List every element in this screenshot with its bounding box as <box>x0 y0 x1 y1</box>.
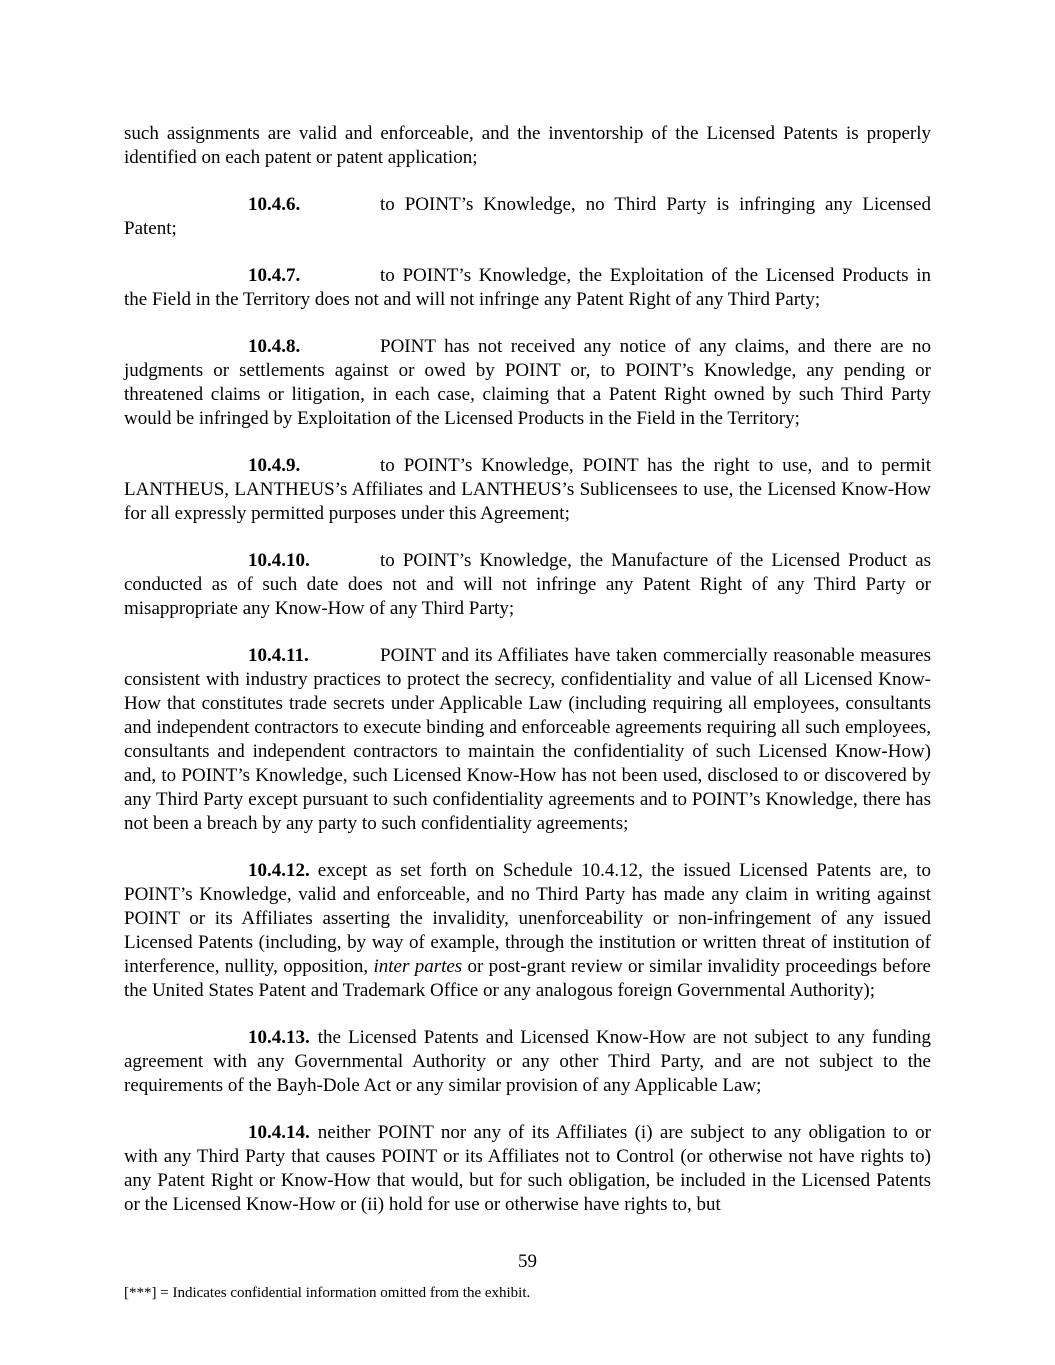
section-number: 10.4.8. <box>248 336 301 357</box>
paragraph-10-4-12 <box>124 859 931 1003</box>
section-number: 10.4.11. <box>248 645 309 666</box>
document-page <box>124 122 931 1240</box>
paragraph-text: except as set forth on Schedule 10.4.12, the issued Licensed Patents are, to POINT’s Knowledge, valid and enforceable, and no Third Party has made any claim in writing against POINT or its Affiliates asserting the invalidity, unenforceability or non-infringement of any issued Licensed Patents (including, by way of example, through the institution or written threat of institution of interference, nullity, opposition, <box>124 860 931 977</box>
paragraph-text: such assignments are valid and enforceable, and the inventorship of the Licensed Patents is properly identified on each patent or patent application; <box>124 123 931 168</box>
paragraph-text: to POINT’s Knowledge, the Exploitation of the Licensed Products in the Field in the Territory does not and will not infringe any Patent Right of any Third Party; <box>124 265 931 310</box>
paragraph-text: the Licensed Patents and Licensed Know-How are not subject to any funding agreement with any Governmental Authority or any other Third Party, and are not subject to the requirements of the Bayh-Dole Act or any similar provision of any Applicable Law; <box>124 1027 931 1096</box>
paragraph-italic-text: inter partes <box>373 956 463 977</box>
paragraph-10-4-7 <box>124 264 931 312</box>
paragraph-text: to POINT’s Knowledge, no Third Party is infringing any Licensed Patent; <box>124 194 931 239</box>
paragraph-10-4-8 <box>124 335 931 431</box>
confidentiality-footnote: [***] = Indicates confidential information omitted from the exhibit. <box>124 1285 531 1301</box>
section-number: 10.4.10. <box>248 550 310 571</box>
paragraph-10-4-11 <box>124 644 931 836</box>
paragraph-text: POINT and its Affiliates have taken commercially reasonable measures consistent with industry practices to protect the secrecy, confidentiality and value of all Licensed Know-How that constitutes trade secrets under Applicable Law (including requiring all employees, consultants and independent contractors to execute binding and enforceable agreements requiring all such employees, consultants and independent contractors to maintain the confidentiality of such Licensed Know-How) and, to POINT’s Knowledge, such Licensed Know-How has not been used, disclosed to or discovered by any Third Party except pursuant to such confidentiality agreements and to POINT’s Knowledge, there has not been a breach by any party to such confidentiality agreements; <box>124 645 931 834</box>
paragraph-text: or post-grant review or similar invalidity proceedings before the United States Patent and Trademark Office or any analogous foreign Governmental Authority); <box>124 956 931 1001</box>
paragraph-10-4-6 <box>124 193 931 241</box>
paragraph-text: to POINT’s Knowledge, the Manufacture of the Licensed Product as conducted as of such date does not and will not infringe any Patent Right of any Third Party or misappropriate any Know-How of any Third Party; <box>124 550 931 619</box>
paragraph-10-4-9 <box>124 454 931 526</box>
paragraph-continuation <box>124 122 931 170</box>
section-number: 10.4.12. <box>248 860 310 881</box>
page-number: 59 <box>518 1251 537 1272</box>
paragraph-text: neither POINT nor any of its Affiliates (i) are subject to any obligation to or with any Third Party that causes POINT or its Affiliates not to Control (or otherwise not have rights to) any Patent Right or Know-How that would, but for such obligation, be included in the Licensed Patents or the Licensed Know-How or (ii) hold for use or otherwise have rights to, but <box>124 1122 931 1215</box>
section-number: 10.4.14. <box>248 1122 310 1143</box>
section-number: 10.4.9. <box>248 455 301 476</box>
paragraph-text: to POINT’s Knowledge, POINT has the right to use, and to permit LANTHEUS, LANTHEUS’s Affiliates and LANTHEUS’s Sublicensees to use, the Licensed Know-How for all expressly permitted purposes under this Agreement; <box>124 455 931 524</box>
paragraph-10-4-10 <box>124 549 931 621</box>
section-number: 10.4.6. <box>248 194 301 215</box>
paragraph-text: POINT has not received any notice of any claims, and there are no judgments or settlements against or owed by POINT or, to POINT’s Knowledge, any pending or threatened claims or litigation, in each case, claiming that a Patent Right owned by such Third Party would be infringed by Exploitation of the Licensed Products in the Field in the Territory; <box>124 336 931 429</box>
section-number: 10.4.13. <box>248 1027 310 1048</box>
paragraph-10-4-14 <box>124 1121 931 1217</box>
section-number: 10.4.7. <box>248 265 301 286</box>
paragraph-10-4-13 <box>124 1026 931 1098</box>
